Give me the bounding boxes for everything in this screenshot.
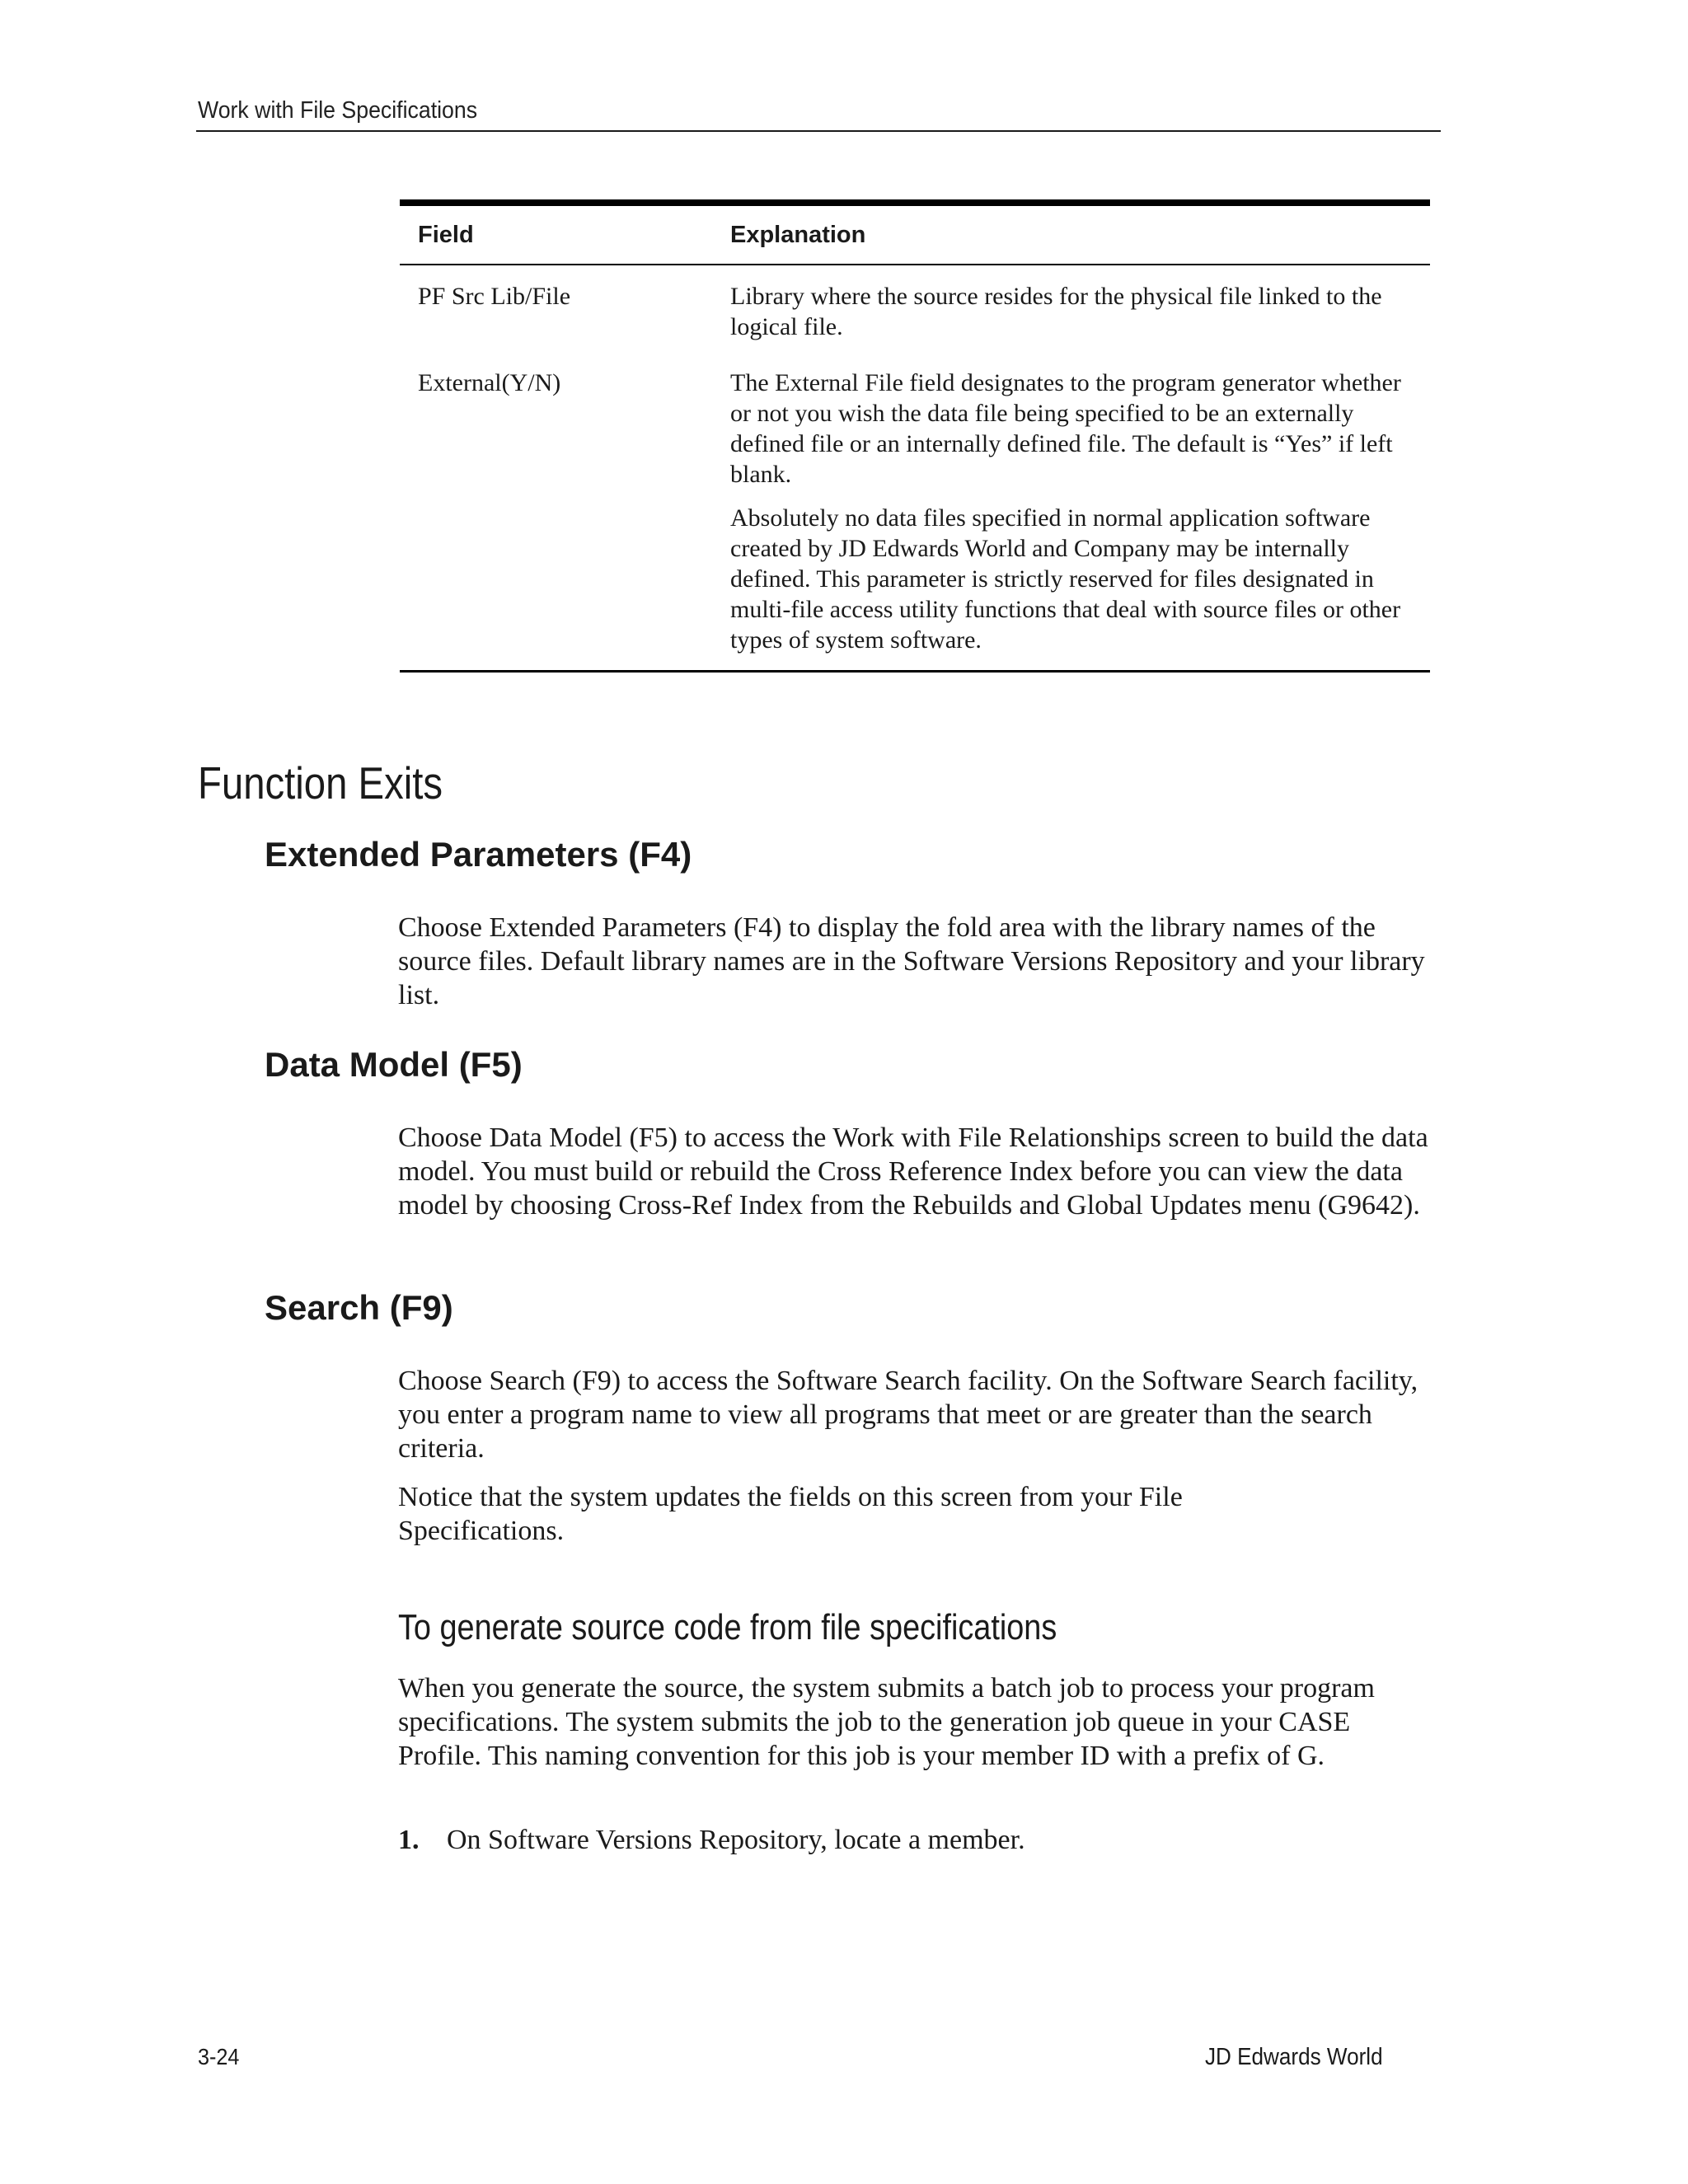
table-cell-field: External(Y/N): [418, 369, 561, 396]
subheading-extended-parameters: Extended Parameters (F4): [265, 835, 692, 874]
step-number: 1.: [398, 1825, 420, 1855]
step-text: On Software Versions Repository, locate a member.: [447, 1825, 1025, 1855]
table-cell-explanation: [730, 368, 1430, 668]
subheading-search: Search (F9): [265, 1288, 453, 1327]
paragraph-extended-parameters: Choose Extended Parameters (F4) to display the fold area with the library names of the source files. Default library names are in the Software Versions Repository and your library list.: [398, 912, 1425, 1010]
table-header-explanation: Explanation: [730, 221, 866, 248]
paragraph-search-note: Notice that the system updates the fields on this screen from your File Specifications.: [398, 1482, 1183, 1546]
explanation-paragraph: Absolutely no data files specified in normal application software created by JD Edwards World and Company may be internally defined. This parameter is strictly reserved for files designated in multi-file access utility functions that deal with source files or other types of system software.: [730, 504, 1401, 654]
table-row: [400, 265, 1430, 355]
table-cell-explanation: [730, 281, 1430, 355]
paragraph-search: Choose Search (F9) to access the Software Search facility. On the Software Search facility, you enter a program name to view all programs that meet or are greater than the search criteria.: [398, 1366, 1418, 1464]
subheading-data-model: Data Model (F5): [265, 1045, 523, 1084]
explanation-paragraph: Library where the source resides for the physical file linked to the logical file.: [730, 283, 1382, 340]
footer-publisher: JD Edwards World: [1205, 2044, 1383, 2070]
procedure-step: [398, 1823, 1437, 1857]
section-title-function-exits: Function Exits: [198, 757, 443, 808]
procedure-title: To generate source code from file specifications: [398, 1607, 1057, 1647]
page-header-title: Work with File Specifications: [198, 97, 478, 124]
explanation-paragraph: The External File field designates to the program generator whether or not you wish the data file being specified to be an externally defined file or an internally defined file. The default is “Yes” if left blank.: [730, 369, 1401, 488]
header-rule: [196, 130, 1441, 132]
field-explanation-table: [400, 199, 1430, 673]
paragraph-data-model: Choose Data Model (F5) to access the Work with File Relationships screen to build the data model. You must build or rebuild the Cross Reference Index before you can view the data model by choosing Cross-Ref Index from the Rebuilds and Global Updates menu (G9642).: [398, 1122, 1428, 1221]
procedure-intro: When you generate the source, the system submits a batch job to process your program specifications. The system submits the job to the generation job queue in your CASE Profile. This naming convention for this job is your member ID with a prefix of G.: [398, 1673, 1375, 1771]
table-row: [400, 355, 1430, 670]
table-cell-field: PF Src Lib/File: [418, 283, 571, 310]
table-header-field: Field: [418, 221, 474, 248]
table-header-row: [400, 206, 1430, 265]
footer-page-number: 3-24: [198, 2044, 240, 2069]
